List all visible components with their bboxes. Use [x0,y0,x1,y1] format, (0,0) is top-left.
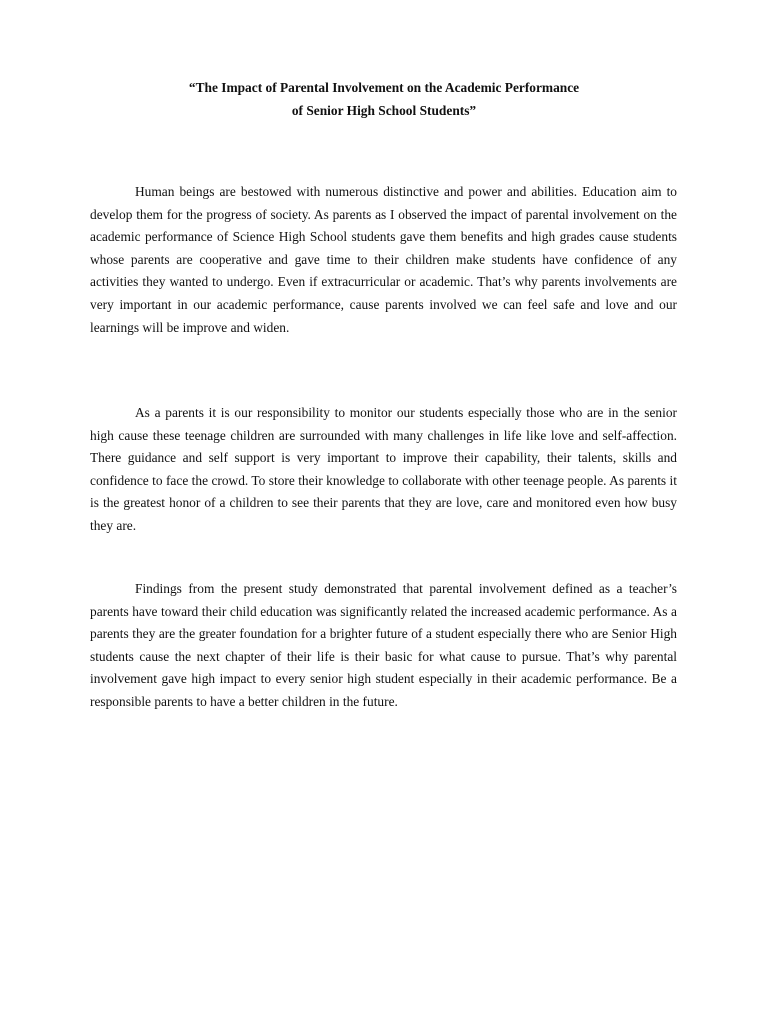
document-title [0,76,768,122]
paragraph-2: As a parents it is our responsibility to monitor our students especially those who are in the senior high cause these teenage children are surrounded with many challenges in life like love and self-affection. There guidance and self support is very important to improve their capability, their talents, skills and confidence to face the crowd. To store their knowledge to collaborate with other teenage people. As parents it is the greatest honor of a children to see their parents that they are love, care and monitored even how busy they are. [90,405,677,533]
title-line-2: of Senior High School Students” [291,103,477,118]
paragraph-1: Human beings are bestowed with numerous distinctive and power and abilities. Education aim to develop them for the progress of society. As parents as I observed the impact of parental involvement on the academic performance of Science High School students gave them benefits and high grades cause students whose parents are cooperative and gave time to their children make students have confidence of any activities they wanted to undergo. Even if extracurricular or academic. That’s why parents involvements are very important in our academic performance, cause parents involved we can feel safe and love and our learnings will be improve and widen. [90,184,677,335]
paragraph-3: Findings from the present study demonstrated that parental involvement defined as a teacher’s parents have toward their child education was significantly related the increased academic performance. As a parents they are the greater foundation for a brighter future of a student especially there who are Senior High students cause the next chapter of their life is their basic for what cause to pursue. That’s why parental involvement gave high impact to every senior high student especially in their academic performance. Be a responsible parents to have a better children in the future. [90,581,677,709]
title-line-1: “The Impact of Parental Involvement on the Academic Performance [188,80,580,95]
